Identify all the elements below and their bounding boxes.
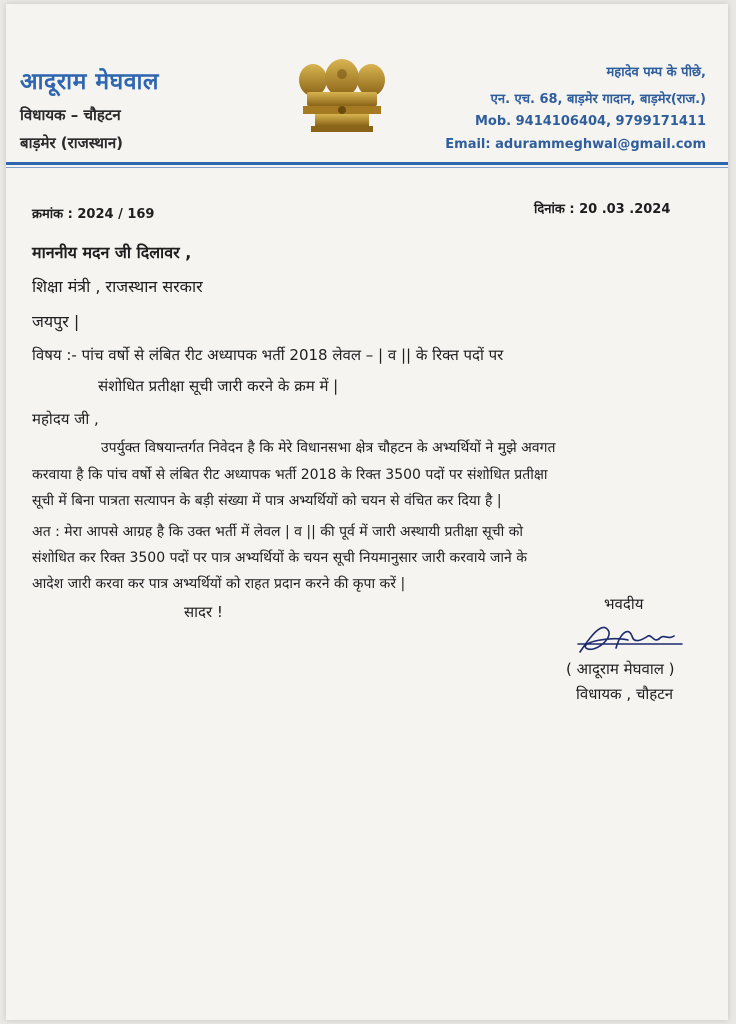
closing-sadar: सादर ! bbox=[184, 603, 223, 621]
recipient-name: माननीय मदन जी दिलावर , bbox=[32, 243, 192, 262]
paragraph-2-line-1: अत : मेरा आपसे आग्रह है कि उक्त भर्ती में लेवल | व || की पूर्व में जारी अस्थायी प्रतीक्षा सूची को bbox=[32, 524, 524, 540]
letter-paper bbox=[6, 4, 728, 1020]
letterhead-address-line1: महादेव पम्प के पीछे, bbox=[606, 65, 706, 80]
letterhead-name: आदूराम मेघवाल bbox=[20, 69, 160, 95]
paragraph-2-line-3: आदेश जारी करवा कर पात्र अभ्यर्थियों को राहत प्रदान करने की कृपा करें | bbox=[32, 576, 406, 592]
letterhead-address-line2: एन. एच. 68, बाड़मेर गादान, बाड़मेर(राज.) bbox=[490, 92, 706, 107]
letterhead-divider-thin bbox=[6, 167, 728, 168]
handwritten-signature-icon bbox=[572, 614, 702, 664]
subject-line-1: विषय :- पांच वर्षो से लंबित रीट अध्यापक भर्ती 2018 लेवल – | व || के रिक्त पदों पर bbox=[32, 346, 504, 364]
paragraph-1-line-3: सूची में बिना पात्रता सत्यापन के बड़ी संख्या में पात्र अभ्यर्थियों को चयन से वंचित कर दिया है | bbox=[32, 493, 502, 509]
letterhead-district: बाड़मेर (राजस्थान) bbox=[20, 134, 123, 152]
letterhead-divider bbox=[6, 162, 728, 165]
paragraph-1-line-1: उपर्युक्त विषयान्तर्गत निवेदन है कि मेरे विधानसभा क्षेत्र चौहटन के अभ्यर्थियों ने मुझे अवगत bbox=[101, 440, 556, 456]
signature-name: ( आदूराम मेघवाल ) bbox=[566, 660, 675, 678]
state-emblem-icon bbox=[293, 56, 391, 136]
letterhead-email: Email: adurammeghwal@gmail.com bbox=[445, 137, 706, 152]
recipient-title: शिक्षा मंत्री , राजस्थान सरकार bbox=[32, 277, 203, 296]
letter-date: दिनांक : 20 .03 .2024 bbox=[534, 202, 671, 217]
paragraph-2-line-2: संशोधित कर रिक्त 3500 पदों पर पात्र अभ्यर्थियों के चयन सूची नियमानुसार जारी करवाये जाने के bbox=[32, 550, 527, 566]
recipient-city: जयपुर | bbox=[32, 312, 80, 331]
reference-number: क्रमांक : 2024 / 169 bbox=[32, 207, 155, 222]
closing-bhavdiya: भवदीय bbox=[604, 595, 644, 613]
paragraph-1-line-2: करवाया है कि पांच वर्षो से लंबित रीट अध्यापक भर्ती 2018 के रिक्त 3500 पदों पर संशोधित प्रतीक्षा bbox=[32, 467, 548, 483]
subject-line-2: संशोधित प्रतीक्षा सूची जारी करने के क्रम में | bbox=[98, 377, 339, 395]
signature-title: विधायक , चौहटन bbox=[576, 685, 674, 703]
letterhead-designation: विधायक – चौहटन bbox=[20, 106, 121, 124]
letterhead-mobile: Mob. 9414106404, 9799171411 bbox=[474, 114, 706, 129]
salutation: महोदय जी , bbox=[32, 410, 99, 428]
